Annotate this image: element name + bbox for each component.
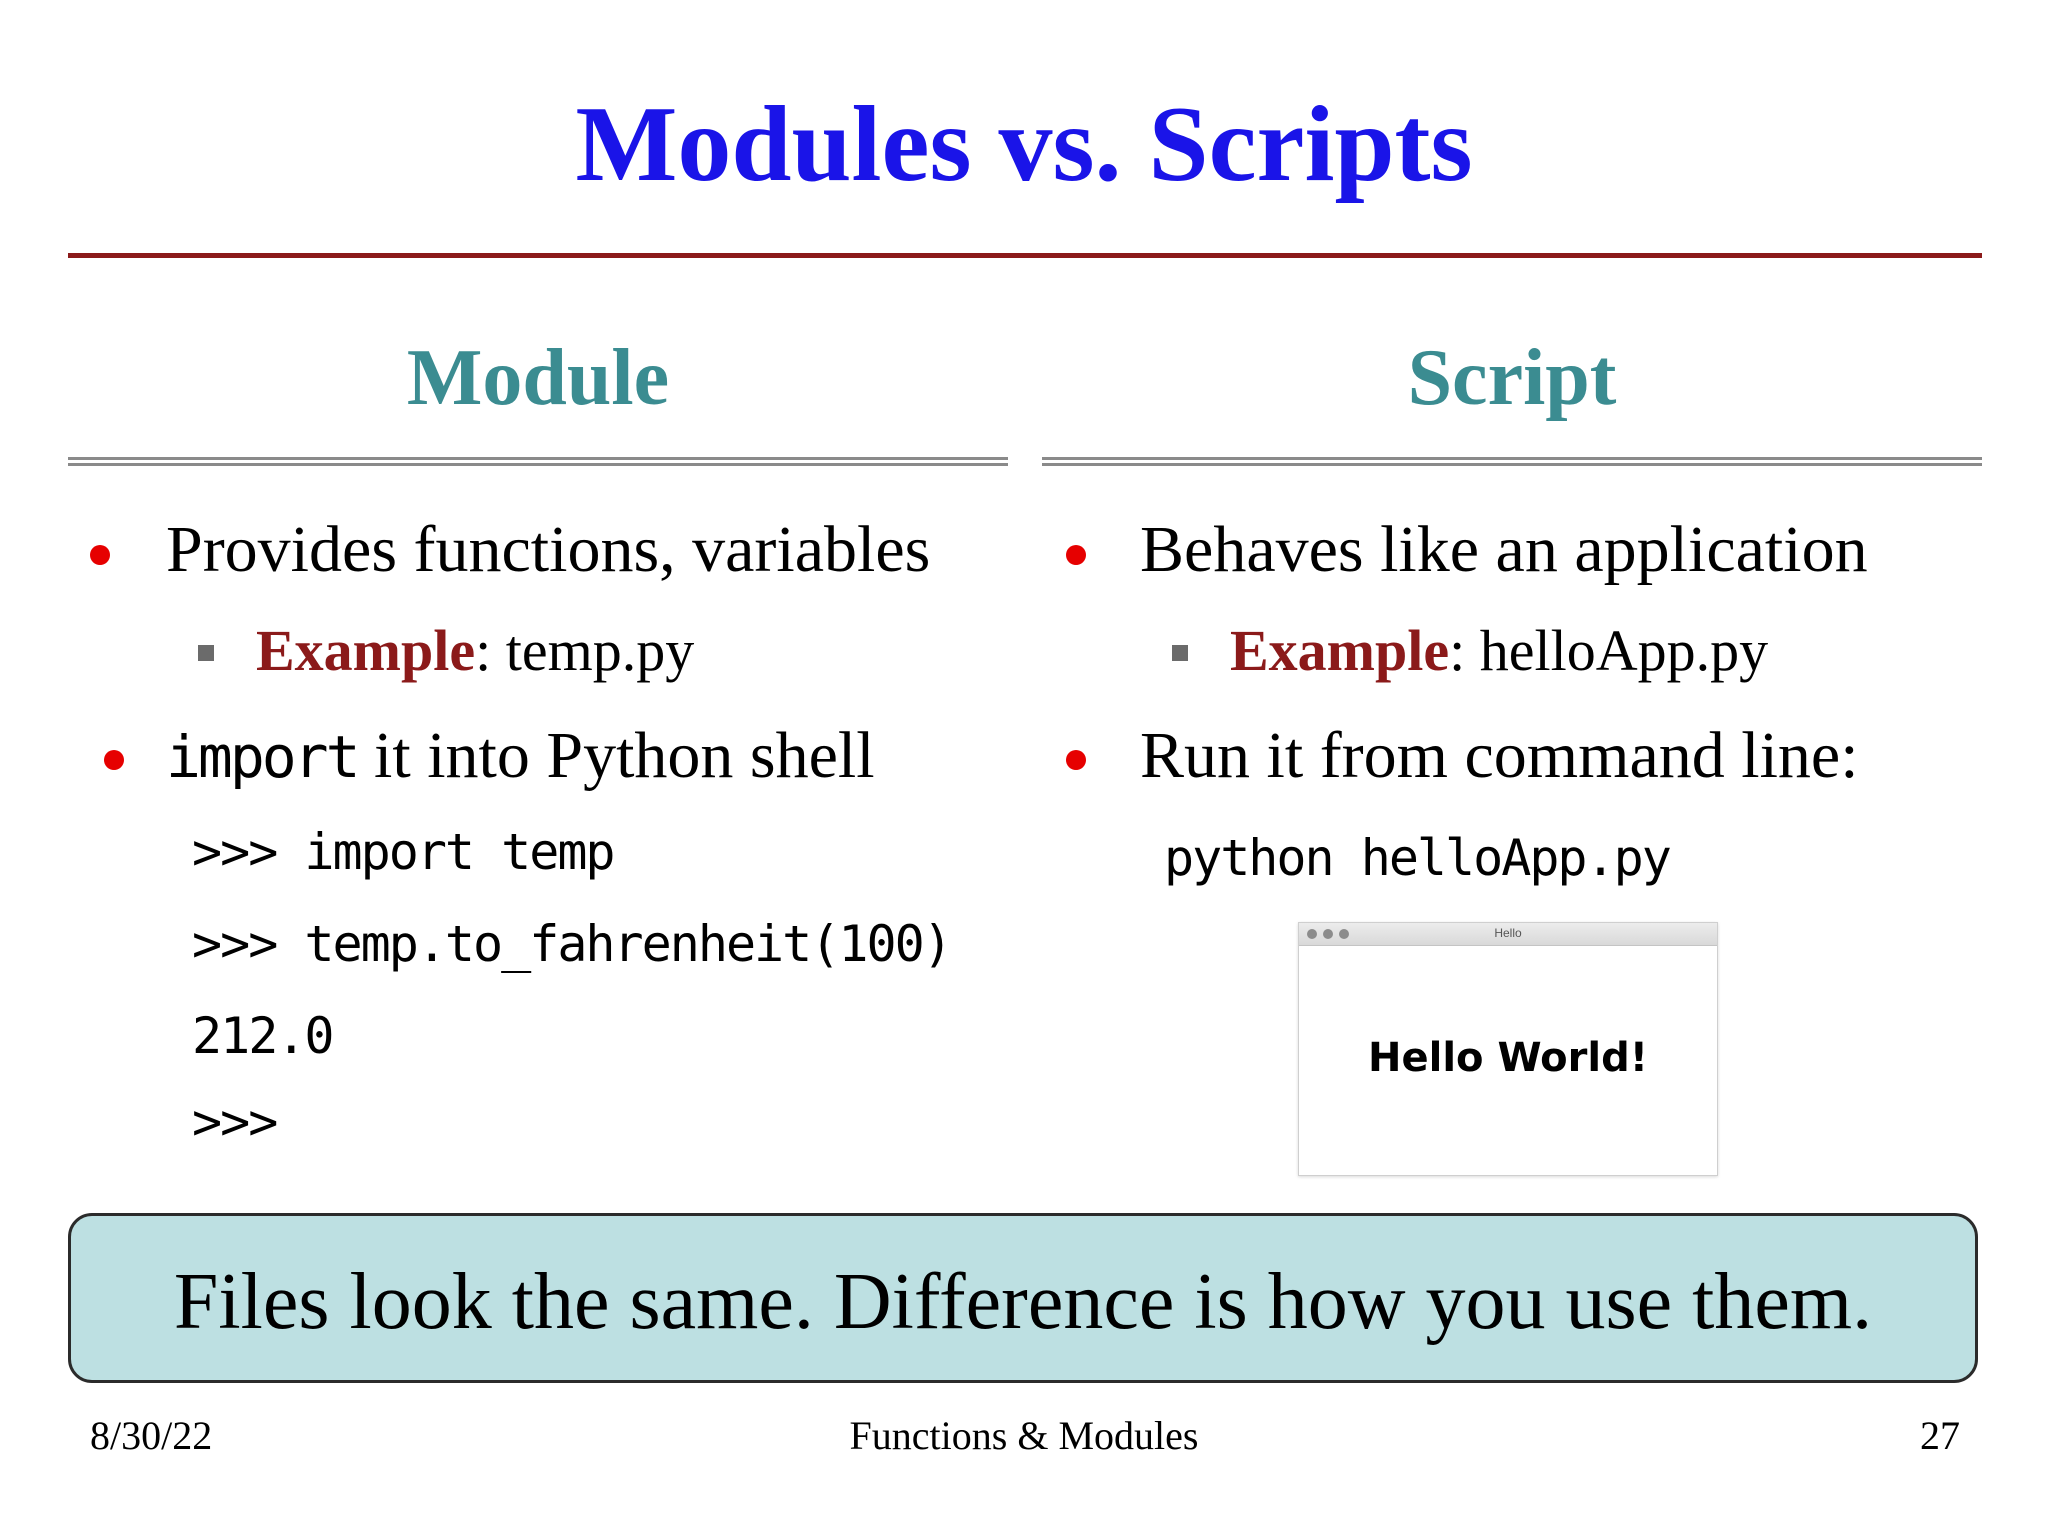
shell-line-1: >>> import temp bbox=[192, 823, 614, 881]
app-window-message: Hello World! bbox=[1368, 1035, 1648, 1081]
module-example-value: : temp.py bbox=[475, 618, 695, 683]
sub-bullet-square-icon bbox=[198, 645, 214, 661]
script-bullet-behaves: Behaves like an application bbox=[1140, 513, 1868, 586]
sub-bullet-square-icon bbox=[1172, 645, 1188, 661]
bullet-dot-icon bbox=[1066, 545, 1086, 565]
module-example bbox=[256, 616, 694, 686]
module-bullet-import-text: it into Python shell bbox=[357, 719, 875, 792]
footer-course: Functions & Modules bbox=[849, 1413, 1199, 1458]
script-heading: Script bbox=[1407, 334, 1617, 422]
title-divider bbox=[68, 253, 1982, 258]
footer-date: 8/30/22 bbox=[90, 1413, 213, 1458]
shell-line-2: >>> temp.to_fahrenheit(100) bbox=[192, 915, 951, 973]
module-bullet-provides: Provides functions, variables bbox=[166, 513, 931, 586]
bullet-dot-icon bbox=[104, 750, 124, 770]
script-example bbox=[1230, 616, 1768, 686]
slide-title: Modules vs. Scripts bbox=[575, 85, 1473, 204]
import-keyword: import bbox=[166, 723, 358, 791]
module-example-label: Example bbox=[256, 618, 476, 683]
hello-app-window bbox=[1298, 922, 1718, 1176]
summary-callout-text: Files look the same. Difference is how you use them. bbox=[173, 1258, 1873, 1346]
script-heading-rule bbox=[1042, 457, 1982, 466]
app-window-title: Hello bbox=[1494, 926, 1522, 940]
footer-page-number: 27 bbox=[1920, 1413, 1960, 1458]
app-titlebar bbox=[1299, 923, 1717, 946]
script-bullet-run: Run it from command line: bbox=[1140, 719, 1859, 792]
script-example-value: : helloApp.py bbox=[1449, 618, 1769, 683]
shell-line-4: >>> bbox=[192, 1093, 277, 1151]
script-example-label: Example bbox=[1230, 618, 1450, 683]
shell-line-3: 212.0 bbox=[192, 1007, 333, 1065]
module-heading-rule bbox=[68, 457, 1008, 466]
module-heading: Module bbox=[406, 334, 670, 422]
module-bullet-import bbox=[166, 716, 875, 795]
bullet-dot-icon bbox=[1066, 750, 1086, 770]
bullet-dot-icon bbox=[90, 545, 110, 565]
command-line: python helloApp.py bbox=[1164, 829, 1670, 887]
summary-callout bbox=[68, 1213, 1978, 1383]
